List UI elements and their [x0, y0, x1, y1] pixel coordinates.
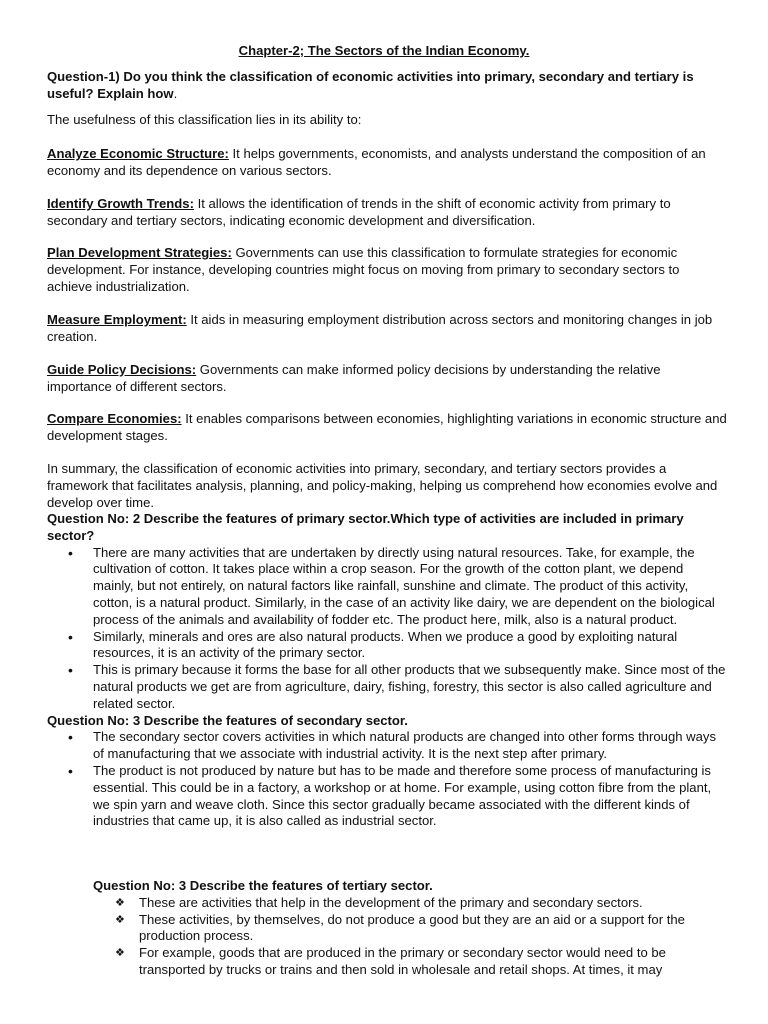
list-item: • Similarly, minerals and ores are also natural products. When we produce a good by exploiting natural resources, it is an activity of the primary sector. — [47, 629, 727, 663]
question-2-text: Question No: 2 Describe the features of primary sector.Which type of activities are included in primary sector? — [47, 511, 684, 543]
q1-summary: In summary, the classification of economic activities into primary, secondary, and tertiary sectors provides a framework that facilitates analysis, planning, and policy-making, helping us comprehend how economies evolve and develop over time. — [47, 461, 718, 510]
point-text: Governments can make informed policy decisions by understanding the relative importance of different sectors. — [47, 362, 661, 394]
list-item: • There are many activities that are undertaken by directly using natural resources. Take, for example, the cultivation of cotton. It takes place within a crop season. For the growth of the cotton plant, we depend mainly, but not entirely, on natural factors like rainfall, sunshine and climate. The product of this activity, cotton, is a natural product. Similarly, in the case of an activity like dairy, we are dependent on the biological process of the animals and availability of fodder etc. The product here, milk, also is a natural product. — [47, 545, 727, 629]
list-item: • This is primary because it forms the base for all other products that we subsequently make. Since most of the natural products we get are from agriculture, dairy, fishing, forestry, this sector is also called agriculture and related sector. — [47, 662, 727, 712]
question-4-text: Question No: 3 Describe the features of tertiary sector. — [93, 878, 433, 893]
list-item: ❖ These activities, by themselves, do not produce a good but they are an aid or a support for the production process. — [93, 912, 727, 946]
point-text: It allows the identification of trends in the shift of economic activity from primary to secondary and tertiary sectors, indicating economic development and diversification. — [47, 196, 671, 228]
q1-intro: The usefulness of this classification lies in its ability to: — [47, 112, 362, 127]
list-item: ❖ These are activities that help in the development of the primary and secondary sectors. — [93, 895, 727, 912]
point-term: Guide Policy Decisions: — [47, 362, 197, 377]
point-compare — [47, 411, 727, 445]
chapter-title: Chapter-2; The Sectors of the Indian Economy. — [238, 43, 530, 58]
point-term: Plan Development Strategies: — [47, 245, 232, 260]
point-term: Identify Growth Trends: — [47, 196, 194, 211]
point-growth — [47, 196, 727, 230]
point-term: Analyze Economic Structure: — [47, 146, 229, 161]
point-text: It aids in measuring employment distribution across sectors and monitoring changes in job creation. — [47, 312, 713, 344]
question-1-text: Question-1) Do you think the classification of economic activities into primary, secondary and tertiary is useful? Explain how — [47, 69, 694, 101]
point-term: Measure Employment: — [47, 312, 187, 327]
question-1 — [47, 69, 727, 103]
point-text: It helps governments, economists, and analysts understand the composition of an economy and its dependence on various sectors. — [47, 146, 706, 178]
point-plan — [47, 245, 727, 295]
point-text: Governments can use this classification to formulate strategies for economic development. For instance, developing countries might focus on moving from primary to secondary sectors to achieve industrialization. — [47, 245, 680, 294]
question-3-text: Question No: 3 Describe the features of secondary sector. — [47, 712, 408, 728]
question-2 — [47, 511, 727, 830]
question-1-period: . — [173, 85, 178, 101]
list-item: • The product is not produced by nature but has to be made and therefore some process of manufacturing is essential. This could be in a factory, a workshop or at home. For example, using cotton fibre from the plant, we spin yarn and weave cloth. Since this sector gradually became associated with the different kinds of industries that came up, it is also called as industrial sector. — [47, 763, 727, 830]
point-term: Compare Economies: — [47, 411, 182, 426]
point-text: It enables comparisons between economies, highlighting variations in economic structure and development stages. — [47, 411, 727, 443]
question-2-bullets — [47, 545, 727, 713]
question-4-bullets — [93, 895, 727, 979]
question-3-bullets — [47, 729, 727, 830]
list-item: • The secondary sector covers activities in which natural products are changed into other forms through ways of manufacturing that we associate with industrial activity. It is the next step after primary. — [47, 729, 727, 763]
question-4 — [93, 878, 727, 979]
point-policy — [47, 362, 727, 396]
point-employment — [47, 312, 727, 346]
point-analyze — [47, 146, 727, 180]
list-item: ❖ For example, goods that are produced in the primary or secondary sector would need to be transported by trucks or trains and then sold in wholesale and retail shops. At times, it may — [93, 945, 727, 979]
